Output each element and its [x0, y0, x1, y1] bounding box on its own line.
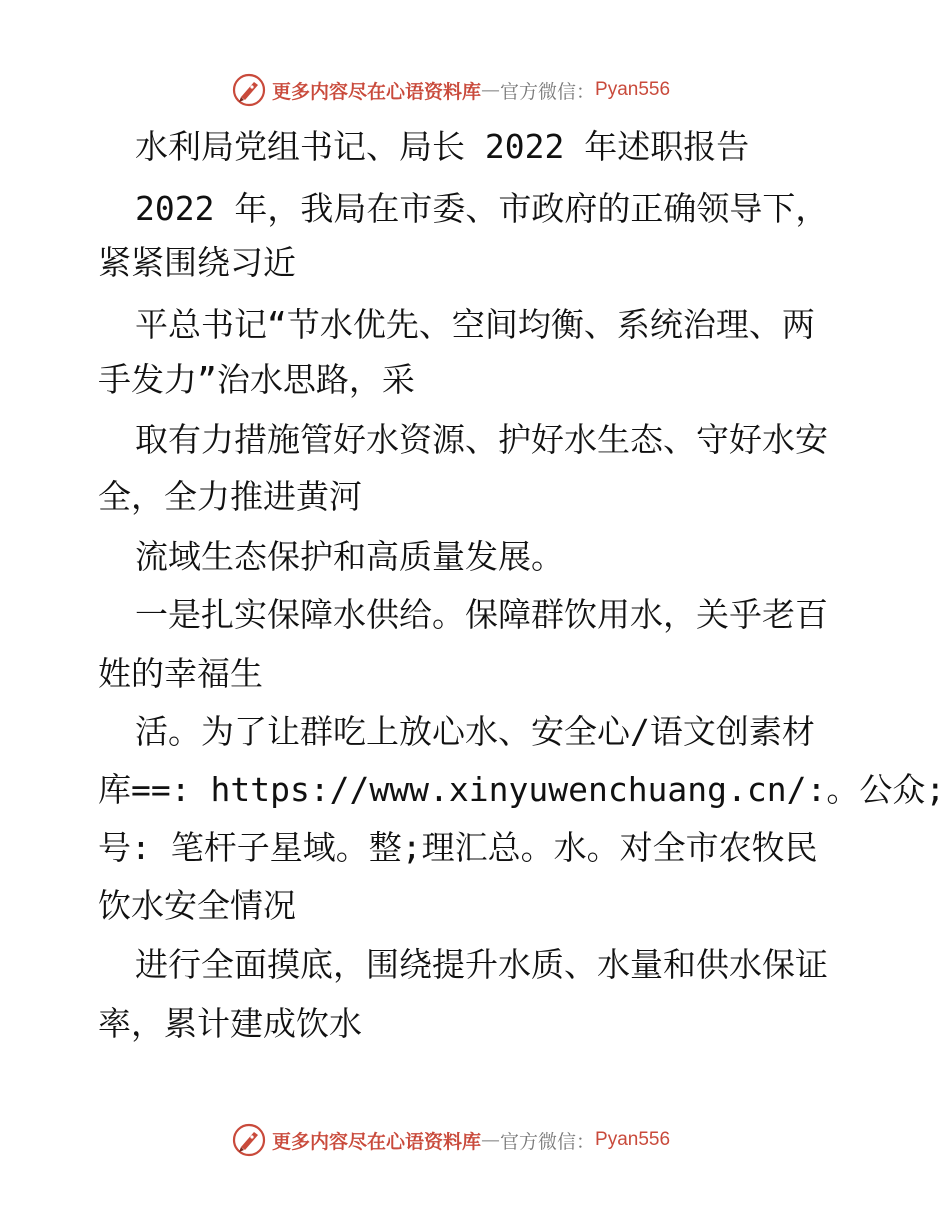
paragraph-line: 全，全力推进黄河: [98, 477, 362, 516]
paragraph-line: 号: 笔杆子星域。整;理汇总。水。对全市农牧民: [98, 828, 818, 867]
footer-contact-label: 官方微信：: [500, 1130, 596, 1153]
header-dash: —: [481, 79, 501, 101]
paragraph-line: 姓的幸福生: [98, 654, 263, 693]
paragraph-line: 活。为了让群吃上放心水、安全心/语文创素材: [135, 712, 815, 751]
paragraph-line: 一是扎实保障水供给。保障群饮用水，关乎老百: [135, 595, 828, 634]
paragraph-line: 平总书记“节水优先、空间均衡、系统治理、两: [135, 305, 815, 344]
footer-dash: —: [481, 1129, 501, 1151]
paragraph-line: 手发力”治水思路，采: [98, 360, 415, 399]
paragraph-line: 库==: https://www.xinyuwenchuang.cn/:。公众;: [98, 770, 946, 809]
header-contact-label: 官方微信：: [500, 80, 596, 103]
paragraph-line: 2022 年，我局在市委、市政府的正确领导下，: [135, 189, 829, 228]
pen-nib-logo-icon: [232, 73, 266, 107]
report-title: 水利局党组书记、局长 2022 年述职报告: [135, 127, 750, 166]
footer-watermark: [232, 1122, 670, 1158]
paragraph-line: 紧紧围绕习近: [98, 243, 296, 282]
paragraph-line: 率，累计建成饮水: [98, 1004, 362, 1043]
footer-wechat-id: Pyan556: [595, 1129, 671, 1150]
header-watermark: [232, 72, 670, 108]
paragraph-line: 取有力措施管好水资源、护好水生态、守好水安: [135, 420, 828, 459]
paragraph-line: 进行全面摸底，围绕提升水质、水量和供水保证: [135, 945, 828, 984]
header-site-name: 更多内容尽在心语资料库: [272, 80, 482, 103]
paragraph-line: 流域生态保护和高质量发展。: [135, 537, 564, 576]
pen-nib-logo-icon: [232, 1123, 266, 1157]
paragraph-line: 饮水安全情况: [98, 886, 296, 925]
header-wechat-id: Pyan556: [595, 79, 671, 100]
footer-site-name: 更多内容尽在心语资料库: [272, 1130, 482, 1153]
